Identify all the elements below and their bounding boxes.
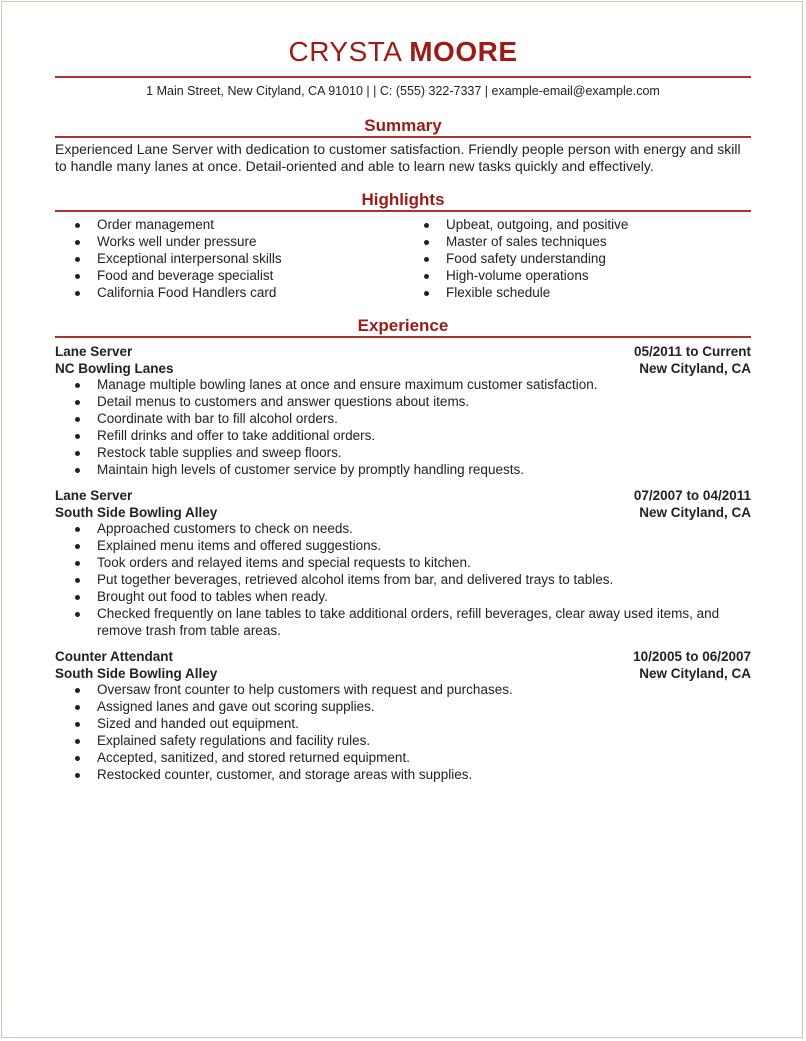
list-item: Sized and handed out equipment. xyxy=(55,715,751,732)
list-item: California Food Handlers card xyxy=(55,284,395,301)
job-company-row xyxy=(55,665,751,682)
job-dates: 07/2007 to 04/2011 xyxy=(633,488,751,503)
job-location: New Cityland, CA xyxy=(639,505,751,520)
bullet-icon xyxy=(75,434,80,439)
bullet-icon xyxy=(75,223,80,228)
bullet-icon xyxy=(75,257,80,262)
bullet-icon xyxy=(75,291,80,296)
job-company-row xyxy=(55,360,751,377)
job-bullets xyxy=(55,376,751,478)
list-item: Detail menus to customers and answer questions about items. xyxy=(55,393,751,410)
bullet-icon xyxy=(424,257,429,262)
list-item: Explained menu items and offered suggestions. xyxy=(55,537,751,554)
list-item: Food safety understanding xyxy=(404,250,744,267)
summary-divider xyxy=(55,136,751,138)
list-item: Flexible schedule xyxy=(404,284,744,301)
bullet-icon xyxy=(75,739,80,744)
bullet-icon xyxy=(75,773,80,778)
job-title: Lane Server xyxy=(55,488,133,503)
bullet-icon xyxy=(75,417,80,422)
bullet-icon xyxy=(75,578,80,583)
list-item: Refill drinks and offer to take additional orders. xyxy=(55,427,751,444)
list-item: Upbeat, outgoing, and positive xyxy=(404,216,744,233)
bullet-icon xyxy=(75,274,80,279)
job-company: South Side Bowling Alley xyxy=(55,505,218,520)
list-item: Order management xyxy=(55,216,395,233)
bullet-icon xyxy=(75,612,80,617)
bullet-icon xyxy=(75,240,80,245)
bullet-icon xyxy=(75,722,80,727)
list-item: Brought out food to tables when ready. xyxy=(55,588,751,605)
highlights-divider xyxy=(55,210,751,212)
job-title-row xyxy=(55,343,751,360)
header-divider xyxy=(55,76,751,78)
job-location: New Cityland, CA xyxy=(639,666,751,681)
job-company: South Side Bowling Alley xyxy=(55,666,218,681)
candidate-name xyxy=(55,36,751,68)
list-item: Checked frequently on lane tables to take additional orders, refill beverages, clear away used items, and remove trash from table areas. xyxy=(55,605,751,639)
job-company: NC Bowling Lanes xyxy=(55,361,174,376)
job-title: Counter Attendant xyxy=(55,649,173,664)
job-title: Lane Server xyxy=(55,344,133,359)
bullet-icon xyxy=(424,240,429,245)
highlights-heading: Highlights xyxy=(361,190,445,209)
bullet-icon xyxy=(75,688,80,693)
list-item: Food and beverage specialist xyxy=(55,267,395,284)
bullet-icon xyxy=(75,561,80,566)
list-item: Maintain high levels of customer service by promptly handling requests. xyxy=(55,461,751,478)
list-item: Works well under pressure xyxy=(55,233,395,250)
bullet-icon xyxy=(75,544,80,549)
bullet-icon xyxy=(75,705,80,710)
list-item: Manage multiple bowling lanes at once and ensure maximum customer satisfaction. xyxy=(55,376,751,393)
bullet-icon xyxy=(75,468,80,473)
list-item: Exceptional interpersonal skills xyxy=(55,250,395,267)
list-item: Coordinate with bar to fill alcohol orders. xyxy=(55,410,751,427)
summary-heading: Summary xyxy=(364,116,442,135)
contact-info: 1 Main Street, New Cityland, CA 91010 | | C: (555) 322-7337 | example-email@example.com xyxy=(146,84,660,98)
job-bullets xyxy=(55,520,751,639)
bullet-icon xyxy=(75,527,80,532)
job-title-row xyxy=(55,648,751,665)
list-item: Restock table supplies and sweep floors. xyxy=(55,444,751,461)
summary-text: Experienced Lane Server with dedication to customer satisfaction. Friendly people person with energy and skill to handle many lanes at once. Detail-oriented and able to learn new tasks quickly and effectively. xyxy=(55,141,741,174)
first-name: CRYSTA xyxy=(288,36,401,67)
list-item: Master of sales techniques xyxy=(404,233,744,250)
list-item: Put together beverages, retrieved alcohol items from bar, and delivered trays to tables. xyxy=(55,571,751,588)
list-item: Took orders and relayed items and special requests to kitchen. xyxy=(55,554,751,571)
job-location: New Cityland, CA xyxy=(639,361,751,376)
bullet-icon xyxy=(75,756,80,761)
highlights-left-list xyxy=(55,216,395,301)
list-item: Approached customers to check on needs. xyxy=(55,520,751,537)
bullet-icon xyxy=(424,223,429,228)
list-item: Accepted, sanitized, and stored returned equipment. xyxy=(55,749,751,766)
list-item: Restocked counter, customer, and storage areas with supplies. xyxy=(55,766,751,783)
bullet-icon xyxy=(75,400,80,405)
job-company-row xyxy=(55,504,751,521)
last-name: MOORE xyxy=(409,36,518,67)
list-item: High-volume operations xyxy=(404,267,744,284)
list-item: Oversaw front counter to help customers with request and purchases. xyxy=(55,681,751,698)
list-item: Explained safety regulations and facility rules. xyxy=(55,732,751,749)
bullet-icon xyxy=(75,451,80,456)
bullet-icon xyxy=(75,383,80,388)
job-bullets xyxy=(55,681,751,783)
job-dates: 05/2011 to Current xyxy=(633,344,751,359)
job-title-row xyxy=(55,487,751,504)
job-dates: 10/2005 to 06/2007 xyxy=(633,649,751,664)
list-item: Assigned lanes and gave out scoring supplies. xyxy=(55,698,751,715)
experience-heading: Experience xyxy=(357,316,449,335)
bullet-icon xyxy=(75,595,80,600)
bullet-icon xyxy=(424,291,429,296)
highlights-right-list xyxy=(404,216,744,301)
bullet-icon xyxy=(424,274,429,279)
experience-divider xyxy=(55,336,751,338)
